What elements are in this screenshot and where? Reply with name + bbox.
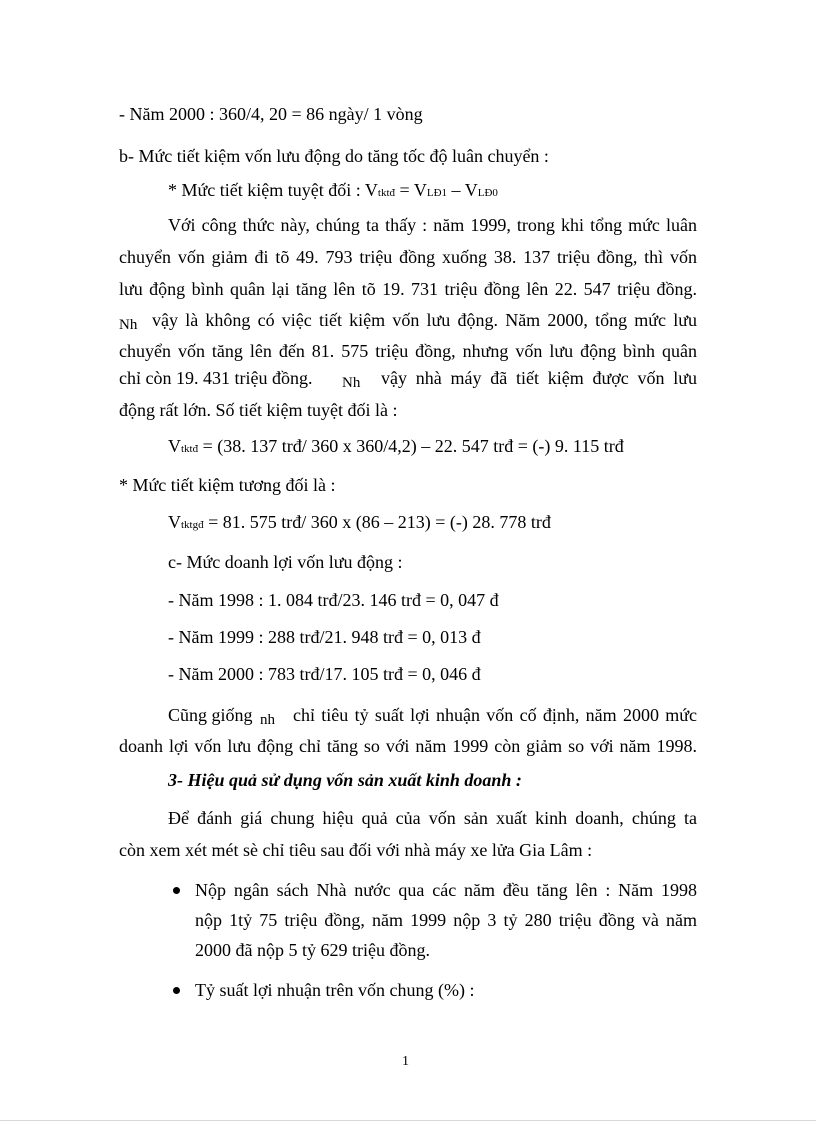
relative-saving-label: * Mức tiết kiệm tương đối là : xyxy=(119,475,336,495)
rel-calc-subscript: tktgđ xyxy=(181,519,204,531)
absolute-saving-formula xyxy=(168,180,498,203)
comparison-line-1-b: chỉ tiêu tỷ suất lợi nhuận vốn cố định, năm 2000 mức xyxy=(293,705,697,725)
bullet-icon xyxy=(173,987,180,994)
line-year-2000-turnover: - Năm 2000 : 360/4, 20 = 86 ngày/ 1 vòng xyxy=(119,104,423,124)
paragraph-line-6-b: vậy nhà máy đã tiết kiệm được vốn lưu xyxy=(381,368,697,388)
paragraph-line-6 xyxy=(119,368,697,391)
comparison-line-1-a: Cũng giống xyxy=(168,705,253,725)
evaluation-line-1: Để đánh giá chung hiệu quả của vốn sản xuất kinh doanh, chúng ta xyxy=(168,808,697,828)
ratio-1998: - Năm 1998 : 1. 084 trđ/23. 146 trđ = 0, 047 đ xyxy=(168,590,499,610)
paragraph-line-4: vậy là không có việc tiết kiệm vốn lưu động. Năm 2000, tổng mức lưu xyxy=(152,310,697,330)
paragraph-line-4-nh: Nh xyxy=(119,317,138,333)
formula-equals: = V xyxy=(395,180,427,200)
section-3-heading: 3- Hiệu quả sử dụng vốn sản xuất kinh doanh : xyxy=(168,770,522,790)
paragraph-line-6-a: chỉ còn 19. 431 triệu đồng. xyxy=(119,368,313,388)
paragraph-line-5: chuyển vốn tăng lên đến 81. 575 triệu đồng, nhưng vốn lưu động bình quân xyxy=(119,341,697,361)
paragraph-line-3: lưu động bình quân lại tăng lên tõ 19. 731 triệu đồng lên 22. 547 triệu đồng. xyxy=(119,279,697,299)
budget-line-3: 2000 đã nộp 5 tỷ 629 triệu đồng. xyxy=(195,940,430,960)
absolute-saving-label: * Mức tiết kiệm tuyệt đối : V xyxy=(168,180,378,200)
section-b-heading: b- Mức tiết kiệm vốn lưu động do tăng tốc độ luân chuyển : xyxy=(119,146,549,166)
paragraph-line-6-nh: Nh xyxy=(342,375,361,391)
budget-line-1: Nộp ngân sách Nhà nước qua các năm đều tăng lên : Năm 1998 xyxy=(195,880,697,900)
bullet-icon xyxy=(173,887,180,894)
paragraph-line-1: Với công thức này, chúng ta thấy : năm 1999, trong khi tổng mức luân xyxy=(168,215,697,235)
budget-line-2: nộp 1tỷ 75 triệu đồng, năm 1999 nộp 3 tỷ 280 triệu đồng và năm xyxy=(195,910,697,930)
rel-calc-v: V xyxy=(168,512,181,532)
section-c-heading: c- Mức doanh lợi vốn lưu động : xyxy=(168,552,403,572)
relative-saving-calc xyxy=(168,512,551,535)
profit-rate-line: Tỷ suất lợi nhuận trên vốn chung (%) : xyxy=(195,980,475,1000)
formula-minus: – V xyxy=(447,180,478,200)
calc-v: V xyxy=(168,436,181,456)
evaluation-line-2: còn xem xét mét sè chỉ tiêu sau đối với nhà máy xe lửa Gia Lâm : xyxy=(119,840,593,860)
paragraph-line-7: động rất lớn. Số tiết kiệm tuyệt đối là : xyxy=(119,400,398,420)
comparison-line-1-nh: nh xyxy=(260,712,275,728)
ratio-1999: - Năm 1999 : 288 trđ/21. 948 trđ = 0, 013 đ xyxy=(168,627,481,647)
subscript-tktd: tktđ xyxy=(377,187,396,199)
calc-subscript: tktđ xyxy=(181,443,199,455)
absolute-saving-calc xyxy=(168,436,624,459)
comparison-line-1 xyxy=(168,705,697,728)
subscript-ld0: LĐ0 xyxy=(477,187,498,199)
page-bottom-divider xyxy=(0,1120,816,1121)
page-number: 1 xyxy=(402,1054,409,1069)
paragraph-line-2: chuyển vốn giảm đi tõ 49. 793 triệu đồng xuống 38. 137 triệu đồng, thì vốn xyxy=(119,247,697,267)
calc-expression: = (38. 137 trđ/ 360 x 360/4,2) – 22. 547 trđ = (-) 9. 115 trđ xyxy=(198,436,624,456)
rel-calc-expression: = 81. 575 trđ/ 360 x (86 – 213) = (-) 28. 778 trđ xyxy=(203,512,551,532)
ratio-2000: - Năm 2000 : 783 trđ/17. 105 trđ = 0, 046 đ xyxy=(168,664,481,684)
subscript-ld1: LĐ1 xyxy=(426,187,448,199)
comparison-line-2: doanh lợi vốn lưu động chỉ tăng so với năm 1999 còn giảm so với năm 1998. xyxy=(119,736,697,756)
